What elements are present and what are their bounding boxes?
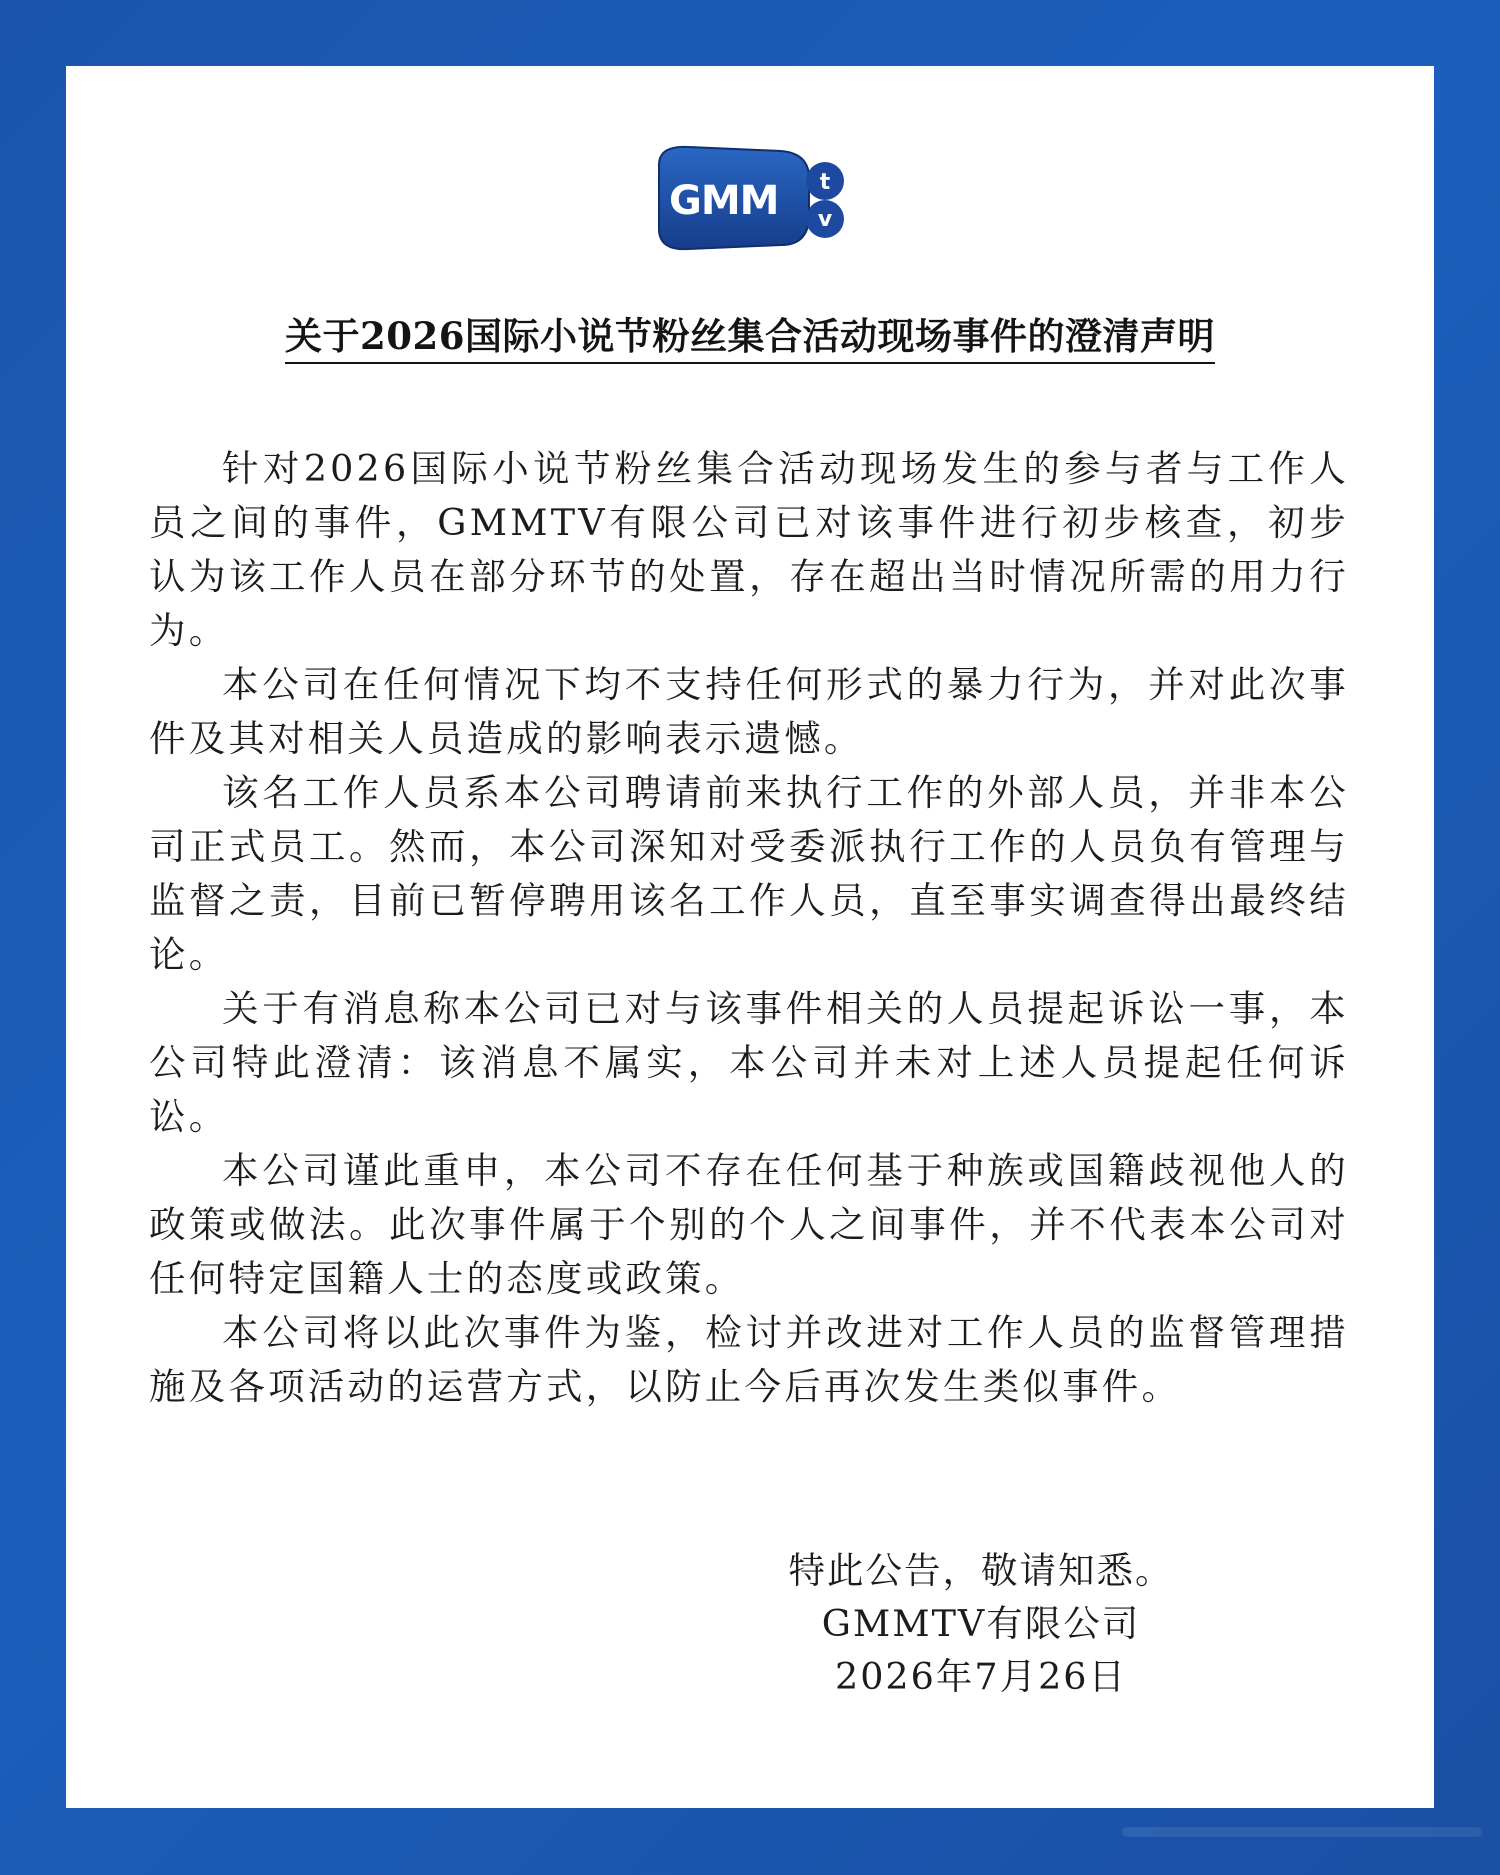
paragraph: 本公司谨此重申，本公司不存在任何基于种族或国籍歧视他人的政策或做法。此次事件属于个别的个人之间事件，并不代表本公司对任何特定国籍人士的态度或政策。 [149,1149,1349,1300]
signature-block [766,1544,1196,1703]
statement-body [149,442,1349,1414]
svg-text:t: t [819,170,831,195]
statement-date: 2026年7月26日 [834,1655,1128,1698]
watermark-decoration [1122,1813,1482,1849]
statement-sheet [66,66,1434,1808]
paragraph: 该名工作人员系本公司聘请前来执行工作的外部人员，并非本公司正式员工。然而，本公司深知对受委派执行工作的人员负有管理与监督之责，目前已暂停聘用该名工作人员，直至事实调查得出最终结论。 [149,771,1349,976]
gmmtv-logo [649,141,859,256]
company-name: GMMTV有限公司 [821,1602,1141,1645]
paragraph: 本公司将以此次事件为鉴，检讨并改进对工作人员的监督管理措施及各项活动的运营方式，以防止今后再次发生类似事件。 [149,1311,1349,1408]
paragraph: 本公司在任何情况下均不支持任何形式的暴力行为，并对此次事件及其对相关人员造成的影响表示遗憾。 [149,663,1349,760]
paragraph: 针对2026国际小说节粉丝集合活动现场发生的参与者与工作人员之间的事件，GMMTV有限公司已对该事件进行初步核查，初步认为该工作人员在部分环节的处置，存在超出当时情况所需的用力行为。 [149,447,1349,652]
logo-wordmark: GMM [669,178,779,224]
paragraph: 关于有消息称本公司已对与该事件相关的人员提起诉讼一事，本公司特此澄清：该消息不属实，本公司并未对上述人员提起任何诉讼。 [149,987,1349,1138]
statement-title [66,306,1434,360]
closing-line: 特此公告，敬请知悉。 [788,1549,1174,1592]
svg-text:v: v [817,207,833,232]
statement-title-text: 关于2026国际小说节粉丝集合活动现场事件的澄清声明 [285,314,1215,364]
